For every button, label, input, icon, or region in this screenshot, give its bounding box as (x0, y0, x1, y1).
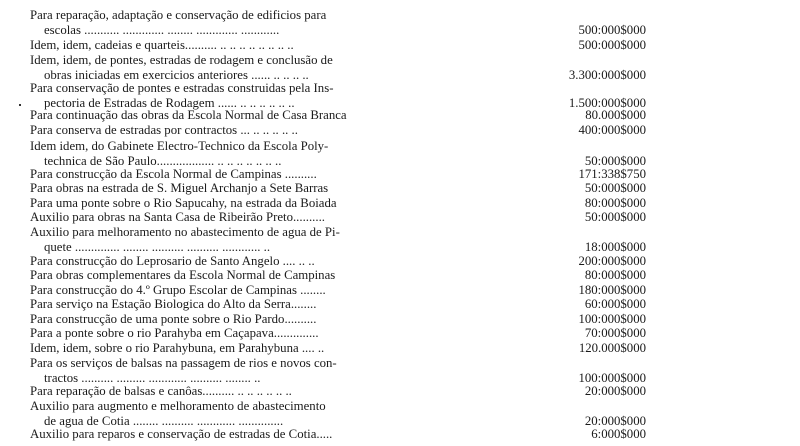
entry-line (30, 53, 792, 68)
entry-description-continued: technica de São Paulo.................. .. .. .. .. .. .. .. (44, 153, 282, 168)
budget-entry (30, 181, 792, 196)
entry-description: Para continuação das obras da Escola Normal de Casa Branca (30, 108, 347, 122)
entry-line (30, 196, 792, 211)
budget-entry (30, 210, 792, 225)
entry-description-continued: de agua de Cotia ........ .......... ............ .............. (44, 413, 284, 428)
entry-description: Idem, idem, cadeias e quarteis.......... .. .. .. .. .. .. .. .. (30, 38, 294, 52)
entry-line (30, 68, 792, 83)
entry-description-continued: escolas ........... ............. ........ ............. ............ (44, 22, 280, 37)
budget-entry (30, 341, 792, 356)
entry-description: Para uma ponte sobre o Rio Sapucahy, na estrada da Boiada (30, 196, 337, 210)
entry-line (30, 356, 792, 371)
entry-line (30, 38, 792, 53)
entry-amount: 100:000$000 (578, 312, 646, 326)
entry-description: Auxilio para reparos e conservação de estradas de Cotia..... (30, 427, 333, 441)
entry-line (30, 210, 792, 225)
entry-description: Para conserva de estradas por contractos ... .. .. .. .. .. (30, 123, 298, 137)
entry-line (30, 154, 792, 169)
entry-description-continued: quete .............. ........ .......... .......... ............ .. (44, 239, 271, 254)
entry-description: Auxilio para obras na Santa Casa de Ribeirão Preto.......... (30, 210, 325, 224)
budget-entry (30, 81, 792, 110)
entry-line (30, 123, 792, 138)
entry-amount: 50:000$000 (584, 181, 646, 195)
entry-description: Para reparação de balsas e canôas.......... .. .. .. .. .. .. (30, 384, 292, 398)
budget-entry (30, 196, 792, 211)
entry-line (30, 283, 792, 298)
budget-entry (30, 356, 792, 385)
entry-line (30, 297, 792, 312)
entry-description: Para reparação, adaptação e conservação de edificios para (30, 8, 327, 22)
entry-amount: 500:000$000 (578, 38, 646, 52)
entry-amount: 80:000$000 (584, 268, 646, 282)
entry-line (30, 399, 792, 414)
entry-description: Para construcção da Escola Normal de Campinas .......... (30, 167, 317, 181)
entry-amount: 1.500:000$000 (568, 95, 646, 110)
entry-amount: 70:000$000 (584, 326, 646, 340)
budget-entry (30, 123, 792, 138)
entry-description: Para construcção de uma ponte sobre o Rio Pardo.......... (30, 312, 317, 326)
budget-entry (30, 427, 792, 442)
entry-amount: 120.000$000 (578, 341, 646, 355)
entry-amount: 20:000$000 (584, 413, 646, 428)
entry-line (30, 326, 792, 341)
entry-description: Para os serviços de balsas na passagem de rios e novos con- (30, 356, 337, 370)
entry-line (30, 371, 792, 386)
entry-amount: 6:000$000 (591, 427, 646, 441)
entry-line (30, 240, 792, 255)
entry-line (30, 414, 792, 429)
budget-entry (30, 8, 792, 37)
budget-entry (30, 38, 792, 53)
entry-line (30, 427, 792, 442)
entry-line (30, 268, 792, 283)
budget-entry (30, 268, 792, 283)
margin-mark (19, 104, 21, 106)
entry-description-continued: pectoria de Estradas de Rodagem ...... .. .. .. .. .. .. (44, 95, 295, 110)
entry-amount: 100:000$000 (578, 370, 646, 385)
entry-amount: 50:000$000 (584, 153, 646, 168)
entry-description: Auxilio para melhoramento no abastecimento de agua de Pi- (30, 225, 340, 239)
entry-line (30, 312, 792, 327)
entry-line (30, 384, 792, 399)
entry-line (30, 225, 792, 240)
entry-description: Para serviço na Estação Biologica do Alto da Serra........ (30, 297, 317, 311)
budget-entry (30, 139, 792, 168)
entry-amount: 500:000$000 (578, 22, 646, 37)
entry-line (30, 108, 792, 123)
entry-line (30, 167, 792, 182)
entry-amount: 80:000$000 (584, 196, 646, 210)
entry-description: Idem, idem, sobre o rio Parahybuna, em Parahybuna .... .. (30, 341, 325, 355)
entry-description-continued: obras iniciadas em exercicios anteriores ...... .. .. .. .. (44, 67, 309, 82)
entry-amount: 3.300:000$000 (568, 67, 646, 82)
budget-entry (30, 326, 792, 341)
entry-amount: 20:000$000 (584, 384, 646, 398)
entry-description: Idem, idem, de pontes, estradas de rodagem e conclusão de (30, 53, 333, 67)
entry-amount: 60:000$000 (584, 297, 646, 311)
entry-amount: 400:000$000 (578, 123, 646, 137)
entry-description: Para construcção do 4.º Grupo Escolar de Campinas ........ (30, 283, 326, 297)
entry-description-continued: tractos .......... ......... ............ .......... ........ .. (44, 370, 261, 385)
budget-entry (30, 254, 792, 269)
entry-amount: 50:000$000 (584, 210, 646, 224)
entry-amount: 80.000$000 (585, 108, 646, 122)
budget-entry (30, 399, 792, 428)
budget-entry (30, 384, 792, 399)
entry-description: Auxilio para augmento e melhoramento de abastecimento (30, 399, 326, 413)
entry-description: Para construcção do Leprosario de Santo Angelo .... .. .. (30, 254, 315, 268)
entry-line (30, 254, 792, 269)
entry-line (30, 8, 792, 23)
entry-description: Para obras na estrada de S. Miguel Archanjo a Sete Barras (30, 181, 329, 195)
budget-entry (30, 108, 792, 123)
entry-line (30, 81, 792, 96)
entry-amount: 180:000$000 (578, 283, 646, 297)
budget-entry (30, 312, 792, 327)
entry-amount: 18:000$000 (584, 239, 646, 254)
entry-description: Idem idem, do Gabinete Electro-Technico da Escola Poly- (30, 139, 329, 153)
entry-description: Para obras complementares da Escola Normal de Campinas (30, 268, 336, 282)
budget-entry (30, 225, 792, 254)
entry-amount: 171:338$750 (578, 167, 646, 181)
entry-line (30, 341, 792, 356)
entry-line (30, 139, 792, 154)
budget-entry (30, 167, 792, 182)
budget-entry (30, 297, 792, 312)
budget-entry (30, 283, 792, 298)
entry-amount: 200:000$000 (578, 254, 646, 268)
entry-line (30, 23, 792, 38)
entry-line (30, 181, 792, 196)
budget-entry (30, 53, 792, 82)
entry-description: Para a ponte sobre o rio Parahyba em Caçapava.............. (30, 326, 319, 340)
entry-description: Para conservação de pontes e estradas construidas pela Ins- (30, 81, 334, 95)
